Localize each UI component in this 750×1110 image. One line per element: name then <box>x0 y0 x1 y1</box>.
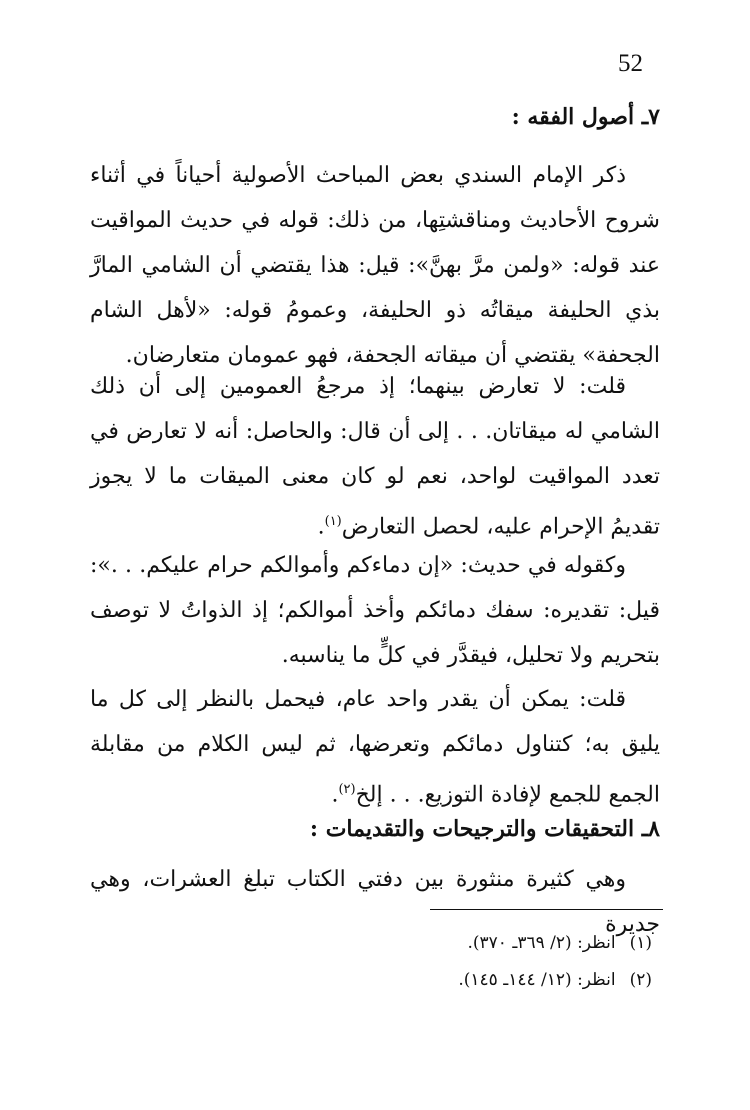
paragraph-text <box>90 677 660 817</box>
paragraph-text: ذكر الإمام السندي بعض المباحث الأصولية أحياناً في أثناء شروح الأحاديث ومناقشتِها، من ذلك: قوله في حديث المواقيت عند قوله: «ولمن مرَّ بهنَّ»: قيل: هذا يقتضي أن الشامي المارَّ بذي الحليفة ميقاتُه ذو الحليفة، وعمومُ قوله: «لأهل الشام الجحفة» يقتضي أن ميقاته الجحفة، فهو عمومان متعارضان. <box>90 163 660 368</box>
period: . <box>331 782 339 808</box>
paragraph-4 <box>90 677 660 817</box>
footnote-ref-2: (٢) <box>338 782 356 797</box>
period: . <box>317 514 325 540</box>
footnote-text: انظر: (٢/ ٣٦٩ـ ٣٧٠). <box>467 933 616 953</box>
section-heading-usul-al-fiqh: ٧ـ أصول الفقه : <box>511 104 660 130</box>
footnote-text: انظر: (١٢/ ١٤٤ـ ١٤٥). <box>458 970 616 990</box>
paragraph-2 <box>90 364 660 549</box>
paragraph-3 <box>90 543 660 678</box>
paragraph-2-text: قلت: لا تعارض بينهما؛ إذ مرجعُ العمومين إلى أن ذلك الشامي له ميقاتان. . . إلى أن قال: والحاصل: أنه لا تعارض في تعدد المواقيت لواحد، نعم لو كان معنى الميقات ما لا يجوز تقديمُ الإحرام عليه، لحصل التعارض <box>90 374 660 540</box>
footnote-ref-1: (١) <box>324 514 342 529</box>
footnote-number: (٢) <box>629 970 652 990</box>
paragraph-text <box>90 364 660 549</box>
paragraph-4-text: قلت: يمكن أن يقدر واحد عام، فيحمل بالنظر إلى كل ما يليق به؛ كتناول دمائكم وتعرضها، ثم ليس الكلام من مقابلة الجمع للجمع لإفادة التوزيع. . . إلخ <box>90 687 660 808</box>
page-number: 52 <box>618 50 643 77</box>
paragraph-1 <box>90 153 660 378</box>
section-heading-tahqiqat: ٨ـ التحقيقات والترجيحات والتقديمات : <box>309 816 660 842</box>
footnote-number: (١) <box>629 933 652 953</box>
footnote-divider <box>430 909 663 910</box>
footnote-2 <box>458 965 652 995</box>
paragraph-text: وهي كثيرة منثورة بين دفتي الكتاب تبلغ العشرات، وهي جديرة <box>90 867 660 937</box>
footnote-1 <box>468 928 653 958</box>
paragraph-text: وكقوله في حديث: «إن دماءكم وأموالكم حرام عليكم. . .»: قيل: تقديره: سفك دمائكم وأخذ أموالكم؛ إذ الذواتُ لا توصف بتحريم ولا تحليل، فيقدَّر في كلٍّ ما يناسبه. <box>90 553 660 668</box>
